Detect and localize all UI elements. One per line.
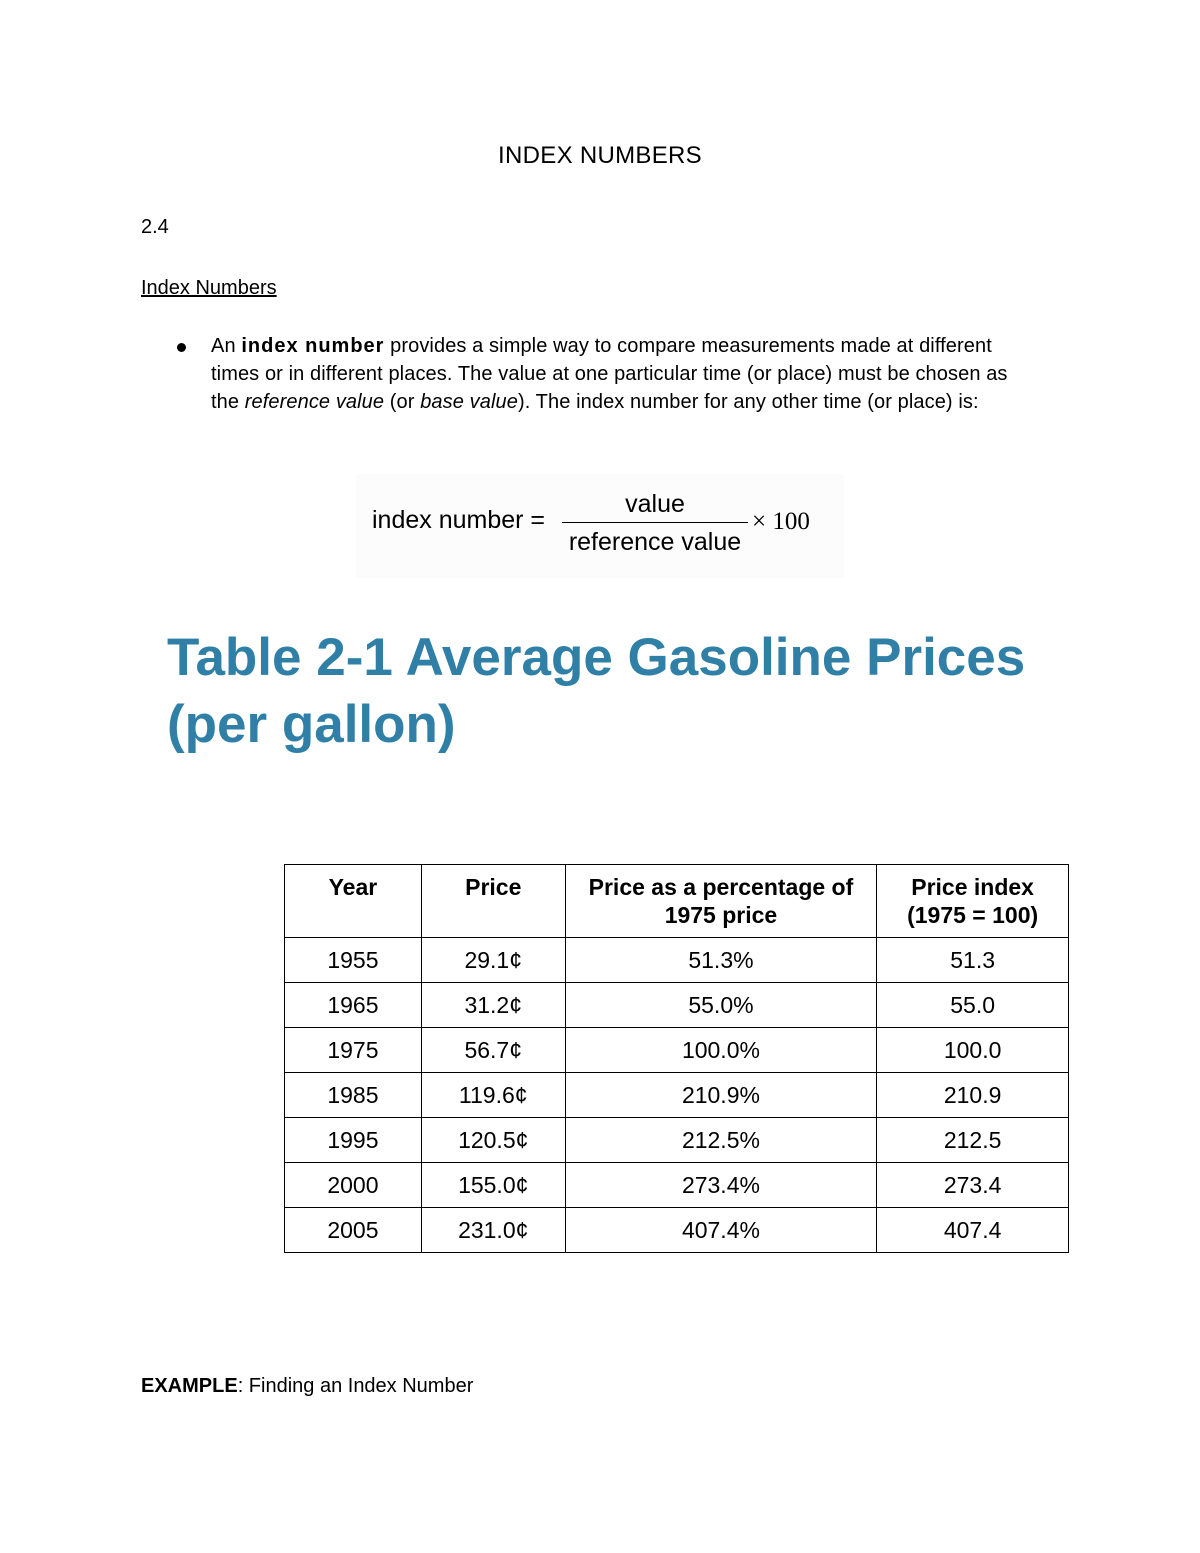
table-body	[285, 938, 1069, 1253]
header-percentage: Price as a percentage of 1975 price	[565, 865, 877, 938]
table-row	[285, 1073, 1069, 1118]
cell-price-index: 210.9	[877, 1073, 1069, 1118]
formula-lhs: index number =	[372, 506, 546, 534]
header-price: Price	[421, 865, 565, 938]
bullet-text-part: (or	[384, 391, 421, 413]
cell-year: 2000	[285, 1163, 422, 1208]
cell-year: 1995	[285, 1118, 422, 1163]
formula-multiplier: × 100	[752, 508, 810, 535]
italic-term: reference value	[244, 391, 385, 413]
formula-numerator: value	[625, 490, 685, 518]
formula-denominator: reference value	[568, 528, 742, 556]
example-label: EXAMPLE	[141, 1375, 238, 1397]
cell-price: 56.7¢	[421, 1028, 565, 1073]
table-row	[285, 983, 1069, 1028]
cell-percentage: 210.9%	[565, 1073, 877, 1118]
cell-year: 1955	[285, 938, 422, 983]
bullet-list	[141, 332, 1041, 416]
bullet-text-part: An	[211, 335, 242, 357]
bullet-text-part: provides a simple way to compare measurements made at different times or in different places. The value at one particular time (or place) must be chosen as the	[211, 335, 1008, 413]
table-row	[285, 1118, 1069, 1163]
table-title: Table 2-1 Average Gasoline Prices (per gallon)	[167, 628, 1026, 754]
cell-price-index: 55.0	[877, 983, 1069, 1028]
bullet-text-part: ). The index number for any other time (or place) is:	[517, 391, 979, 413]
table-row	[285, 938, 1069, 983]
cell-percentage: 407.4%	[565, 1208, 877, 1253]
example-heading	[141, 1375, 473, 1398]
cell-price-index: 407.4	[877, 1208, 1069, 1253]
section-heading: Index Numbers	[141, 277, 277, 299]
cell-price: 119.6¢	[421, 1073, 565, 1118]
cell-price: 31.2¢	[421, 983, 565, 1028]
cell-percentage: 55.0%	[565, 983, 877, 1028]
cell-percentage: 51.3%	[565, 938, 877, 983]
header-price-index: Price index (1975 = 100)	[877, 865, 1069, 938]
bold-term: index number	[241, 335, 385, 357]
formula-fraction	[562, 488, 748, 558]
cell-price-index: 273.4	[877, 1163, 1069, 1208]
cell-price-index: 51.3	[877, 938, 1069, 983]
bullet-dot-icon	[177, 343, 186, 352]
cell-year: 1985	[285, 1073, 422, 1118]
cell-percentage: 100.0%	[565, 1028, 877, 1073]
section-number: 2.4	[141, 216, 169, 238]
example-text: : Finding an Index Number	[237, 1375, 474, 1397]
cell-price: 120.5¢	[421, 1118, 565, 1163]
cell-price: 231.0¢	[421, 1208, 565, 1253]
gasoline-price-table	[284, 864, 1069, 1253]
table-row	[285, 1028, 1069, 1073]
document-title: INDEX NUMBERS	[498, 142, 702, 169]
table-row	[285, 1208, 1069, 1253]
cell-price: 155.0¢	[421, 1163, 565, 1208]
table-header-row	[285, 865, 1069, 938]
cell-year: 2005	[285, 1208, 422, 1253]
cell-price: 29.1¢	[421, 938, 565, 983]
italic-term: base value	[420, 391, 518, 413]
cell-year: 1965	[285, 983, 422, 1028]
table-row	[285, 1163, 1069, 1208]
fraction-bar	[562, 522, 748, 523]
header-year: Year	[285, 865, 422, 938]
cell-price-index: 212.5	[877, 1118, 1069, 1163]
cell-percentage: 212.5%	[565, 1118, 877, 1163]
cell-percentage: 273.4%	[565, 1163, 877, 1208]
cell-year: 1975	[285, 1028, 422, 1073]
formula-image	[356, 474, 844, 578]
bullet-item-definition	[141, 332, 1041, 416]
cell-price-index: 100.0	[877, 1028, 1069, 1073]
